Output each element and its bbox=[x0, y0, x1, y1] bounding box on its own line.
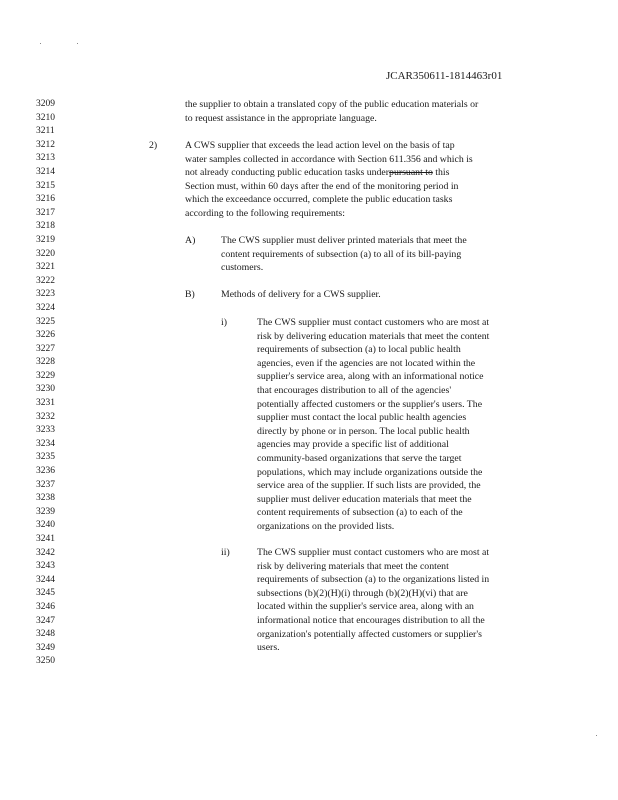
text-line-amended bbox=[185, 166, 473, 180]
item-b-ii-label: ii) bbox=[221, 547, 230, 558]
text-line: directly by phone or in person. The local public health bbox=[257, 425, 470, 437]
line-number: 3246 bbox=[36, 601, 55, 612]
line-number: 3233 bbox=[36, 425, 55, 436]
text-line: populations, which may include organizations outside the bbox=[257, 466, 483, 478]
text-line: The CWS supplier must deliver printed materials that meet the bbox=[221, 235, 467, 246]
text-line: Section must, within 60 days after the end of the monitoring period in bbox=[185, 180, 459, 192]
text-line: to request assistance in the appropriate language. bbox=[185, 112, 377, 124]
struck-text: pursuant to bbox=[389, 167, 433, 179]
text-line: requirements of subsection (a) to the organizations listed in bbox=[257, 574, 490, 586]
line-number: 3249 bbox=[36, 642, 55, 653]
text-line: which the exceedance occurred, complete the public education tasks bbox=[185, 194, 453, 206]
line-number: 3241 bbox=[36, 534, 55, 544]
line-number: 3209 bbox=[36, 99, 55, 109]
item-b-label: B) bbox=[185, 289, 195, 300]
line-number: 3221 bbox=[36, 262, 55, 273]
item-2-text bbox=[185, 139, 473, 221]
text-line: requirements of subsection (a) to local public health bbox=[257, 344, 461, 356]
line-number: 3238 bbox=[36, 493, 55, 504]
line-number: 3215 bbox=[36, 180, 55, 191]
line-number-column bbox=[36, 98, 76, 669]
text-line: agencies may provide a specific list of additional bbox=[257, 439, 449, 451]
line-number: 3228 bbox=[36, 357, 55, 368]
item-b-text bbox=[221, 288, 381, 302]
text-line: informational notice that encourages distribution to all the bbox=[257, 614, 485, 626]
line-number: 3226 bbox=[36, 330, 55, 341]
speck-2 bbox=[77, 43, 78, 44]
text-line: Methods of delivery for a CWS supplier. bbox=[221, 289, 381, 300]
text-line: that encourages distribution to all of the agencies' bbox=[257, 384, 452, 396]
text-line: A CWS supplier that exceeds the lead action level on the basis of tap bbox=[185, 140, 455, 151]
line-number: 3224 bbox=[36, 302, 55, 313]
line-number: 3223 bbox=[36, 289, 55, 300]
item-a-text bbox=[221, 234, 467, 275]
text-line: supplier must contact the local public health agencies bbox=[257, 412, 467, 424]
line-number: 3232 bbox=[36, 411, 55, 422]
line-number: 3212 bbox=[36, 139, 55, 150]
line-number: 3231 bbox=[36, 398, 55, 409]
line-number: 3222 bbox=[36, 275, 55, 286]
line-number: 3235 bbox=[36, 452, 55, 463]
line-number: 3242 bbox=[36, 547, 55, 558]
item-b-i-label: i) bbox=[221, 317, 227, 328]
text-line: potentially affected customers or the supplier's users. The bbox=[257, 398, 483, 410]
line-number: 3240 bbox=[36, 520, 55, 531]
text-line: service area of the supplier. If such lists are provided, the bbox=[257, 480, 481, 492]
text-line: risk by delivering education materials that meet the content bbox=[257, 330, 490, 342]
document-id: JCAR350611-1814463r01 bbox=[386, 70, 503, 82]
paragraph-continuation bbox=[185, 98, 478, 125]
line-number: 3211 bbox=[36, 126, 55, 137]
text-line: users. bbox=[257, 642, 280, 654]
text-line: content requirements of subsection (a) to each of the bbox=[257, 507, 463, 519]
speck-1 bbox=[40, 43, 41, 44]
text-line: organizations on the provided lists. bbox=[257, 520, 395, 532]
line-number: 3219 bbox=[36, 234, 55, 245]
line-number: 3216 bbox=[36, 194, 55, 205]
line-number: 3227 bbox=[36, 343, 55, 354]
line-number: 3239 bbox=[36, 506, 55, 517]
text-line: according to the following requirements: bbox=[185, 207, 345, 219]
line-number: 3214 bbox=[36, 166, 55, 177]
text-line: community-based organizations that serve the target bbox=[257, 452, 462, 464]
line-number: 3248 bbox=[36, 629, 55, 640]
text-line: the supplier to obtain a translated copy of the public education materials or bbox=[185, 99, 479, 110]
text-line: located within the supplier's service area, along with an bbox=[257, 601, 474, 613]
text-line: agencies, even if the agencies are not located within the bbox=[257, 357, 476, 369]
text-segment: this bbox=[432, 167, 450, 179]
line-number: 3244 bbox=[36, 574, 55, 585]
line-number: 3250 bbox=[36, 656, 55, 667]
line-number: 3230 bbox=[36, 384, 55, 395]
line-number: 3243 bbox=[36, 561, 55, 572]
line-number: 3229 bbox=[36, 370, 55, 381]
text-line: customers. bbox=[221, 262, 264, 274]
text-line: The CWS supplier must contact customers who are most at bbox=[257, 317, 490, 328]
item-b-ii-text bbox=[257, 546, 489, 655]
line-number: 3217 bbox=[36, 207, 55, 218]
line-number: 3234 bbox=[36, 438, 55, 449]
text-line: risk by delivering materials that meet the content bbox=[257, 560, 449, 572]
line-number: 3245 bbox=[36, 588, 55, 599]
item-b-i-text bbox=[257, 316, 489, 534]
text-line: content requirements of subsection (a) to all of its bill-paying bbox=[221, 248, 462, 260]
line-number: 3247 bbox=[36, 615, 55, 626]
text-line: supplier's service area, along with an informational notice bbox=[257, 371, 484, 383]
line-number: 3220 bbox=[36, 248, 55, 259]
text-line: supplier must deliver education materials that meet the bbox=[257, 493, 472, 505]
text-line: water samples collected in accordance with Section 611.356 and which is bbox=[185, 153, 473, 165]
text-line: The CWS supplier must contact customers who are most at bbox=[257, 547, 490, 558]
line-number: 3236 bbox=[36, 466, 55, 477]
speck-3 bbox=[596, 735, 597, 736]
text-segment: not already conducting public education tasks under bbox=[185, 167, 390, 179]
item-2-label: 2) bbox=[149, 140, 158, 151]
line-number: 3213 bbox=[36, 153, 55, 164]
line-number: 3210 bbox=[36, 112, 55, 123]
line-number: 3225 bbox=[36, 316, 55, 327]
item-a-label: A) bbox=[185, 235, 196, 246]
text-line: organization's potentially affected customers or supplier's bbox=[257, 628, 482, 640]
line-number: 3237 bbox=[36, 479, 55, 490]
line-number: 3218 bbox=[36, 221, 55, 232]
text-line: subsections (b)(2)(H)(i) through (b)(2)(H)(vi) that are bbox=[257, 587, 468, 599]
